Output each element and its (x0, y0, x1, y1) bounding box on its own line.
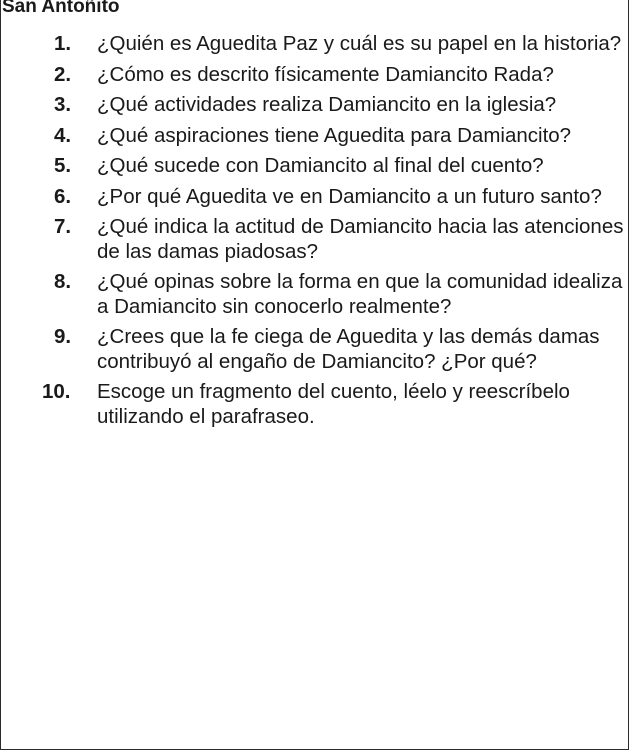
question-item (54, 215, 629, 264)
question-number: 3. (54, 93, 72, 116)
question-item (54, 270, 629, 319)
document-title: San Antoñito (2, 0, 120, 17)
question-item (54, 325, 629, 374)
question-item (54, 63, 629, 88)
question-number: 8. (54, 270, 72, 293)
question-number: 9. (54, 325, 72, 348)
question-text: ¿Qué sucede con Damiancito al final del cuento? (97, 154, 544, 177)
question-text: ¿Qué aspiraciones tiene Aguedita para Damiancito? (97, 123, 572, 147)
question-text: ¿Qué actividades realiza Damiancito en la iglesia? (97, 93, 557, 116)
question-item (54, 185, 629, 210)
question-text: ¿Quién es Aguedita Paz y cuál es su papel en la historia? (97, 32, 622, 55)
question-text: ¿Cómo es descrito físicamente Damiancito Rada? (97, 62, 554, 86)
question-item (42, 380, 629, 429)
question-number: 10. (42, 380, 71, 403)
question-text: Escoge un fragmento del cuento, léelo y reescríbelo utilizando el parafraseo. (97, 380, 570, 428)
question-number: 5. (54, 154, 72, 177)
question-item (54, 154, 629, 179)
question-text: ¿Qué indica la actitud de Damiancito hacia las atenciones de las damas piadosas? (97, 215, 624, 263)
question-text: ¿Qué opinas sobre la forma en que la comunidad idealiza a Damiancito sin conocerlo realmente? (97, 270, 623, 318)
question-number: 7. (54, 215, 72, 238)
question-text: ¿Crees que la fe ciega de Aguedita y las demás damas contribuyó al engaño de Damiancito? ¿Por qué? (97, 325, 600, 373)
question-number: 6. (54, 184, 72, 208)
question-list (42, 32, 629, 435)
question-item (54, 93, 629, 118)
question-number: 1. (54, 32, 72, 55)
question-number: 2. (54, 62, 72, 86)
question-text: ¿Por qué Aguedita ve en Damiancito a un futuro santo? (97, 184, 602, 208)
question-number: 4. (54, 123, 72, 147)
question-item (54, 124, 629, 149)
question-item (54, 32, 629, 57)
